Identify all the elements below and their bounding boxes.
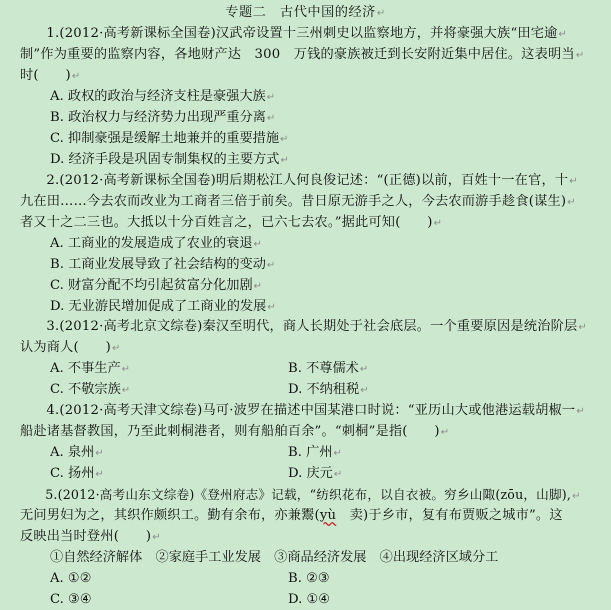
question-2-line-2: 九在田……今去农而改业为工商者三倍于前矣。昔日原无游手之人，今去农而游手趁食(谋生)↵	[20, 194, 576, 209]
question-5-option-c: C. ③④	[50, 592, 92, 607]
question-4-line-2: 船赴诸基督教国，乃至此刺桐港者，则有船舶百余”。“刺桐”是指( )↵	[20, 424, 450, 439]
question-5-option-b: B. ②③	[288, 571, 330, 586]
question-4-option-a: A. 泉州↵	[50, 445, 104, 460]
question-1-line-1: 1.(2012·高考新课标全国卷)汉武帝设置十三州刺史以监察地方，并将豪强大族“田宅逾↵	[46, 26, 568, 41]
question-2-option-b: B. 工商业发展导致了社会结构的变动↵	[50, 257, 276, 272]
pinyin-annotation: yù	[319, 508, 337, 523]
question-3-option-d: D. 不纳租税↵	[288, 382, 369, 397]
question-1-option-a: A. 政权的政治与经济支柱是豪强大族↵	[50, 89, 276, 104]
question-4-option-c: C. 扬州↵	[50, 466, 104, 481]
question-5-line-2: 无问男妇为之，其织作颇织工。勤有余布，亦兼鬻(yù 卖)于乡市，复有布贾贩之城市”。这	[20, 508, 563, 523]
question-1-line-3: 时( )↵	[20, 68, 81, 83]
question-1-line-2: 制”作为重要的监察内容，各地财产达 300 万钱的豪族被迁到长安附近集中居住。这表明当↵	[20, 47, 585, 62]
question-3-option-c: C. 不敬宗族↵	[50, 382, 131, 397]
question-2-line-3: 者又十之二三也。大抵以十分百姓言之，已六七去农。”据此可知( )↵	[20, 215, 443, 230]
page-title: 专题二 古代中国的经济↵	[225, 5, 386, 20]
question-5-option-a: A. ①②	[50, 571, 92, 586]
question-4-line-1: 4.(2012·高考天津文综卷)马可·波罗在描述中国某港口时说：“亚历山大或他港运载胡椒一↵	[46, 403, 585, 418]
question-2-option-a: A. 工商业的发展造成了农业的衰退↵	[50, 236, 262, 251]
question-2-option-c: C. 财富分配不均引起贫富分化加剧↵	[50, 278, 263, 293]
question-3-line-1: 3.(2012·高考北京文综卷)秦汉至明代，商人长期处于社会底层。一个重要原因是统治阶层↵	[46, 319, 587, 334]
question-3-line-2: 认为商人( )↵	[20, 340, 121, 355]
question-1-option-d: D. 经济手段是巩固专制集权的主要方式↵	[50, 152, 289, 167]
question-1-option-b: B. 政治权力与经济势力出现严重分离↵	[50, 110, 276, 125]
question-3-option-b: B. 不尊儒术↵	[288, 361, 369, 376]
question-2-line-1: 2.(2012·高考新课标全国卷)明后期松江人何良俊记述：“(正德)以前，百姓十一在官，十↵	[46, 173, 578, 188]
question-5-line-3: 反映出当时登州( )↵	[20, 529, 161, 544]
question-4-option-b: B. 广州↵	[288, 445, 342, 460]
question-5-option-d: D. ①④	[288, 592, 331, 607]
question-1-option-c: C. 抑制豪强是缓解土地兼并的重要措施↵	[50, 131, 289, 146]
question-4-option-d: D. 庆元↵	[288, 466, 343, 481]
question-5-line-4: ①自然经济解体 ②家庭手工业发展 ③商品经济发展 ④出现经济区域分工	[50, 550, 499, 565]
question-2-option-d: D. 无业游民增加促成了工商业的发展↵	[50, 299, 276, 314]
question-3-option-a: A. 不事生产↵	[50, 361, 131, 376]
question-5-line-1: 5.(2012·高考山东文综卷)《登州府志》记载，“纺织花布，以自衣被。穷乡山陬(zōu，山脚),↵	[45, 487, 581, 502]
